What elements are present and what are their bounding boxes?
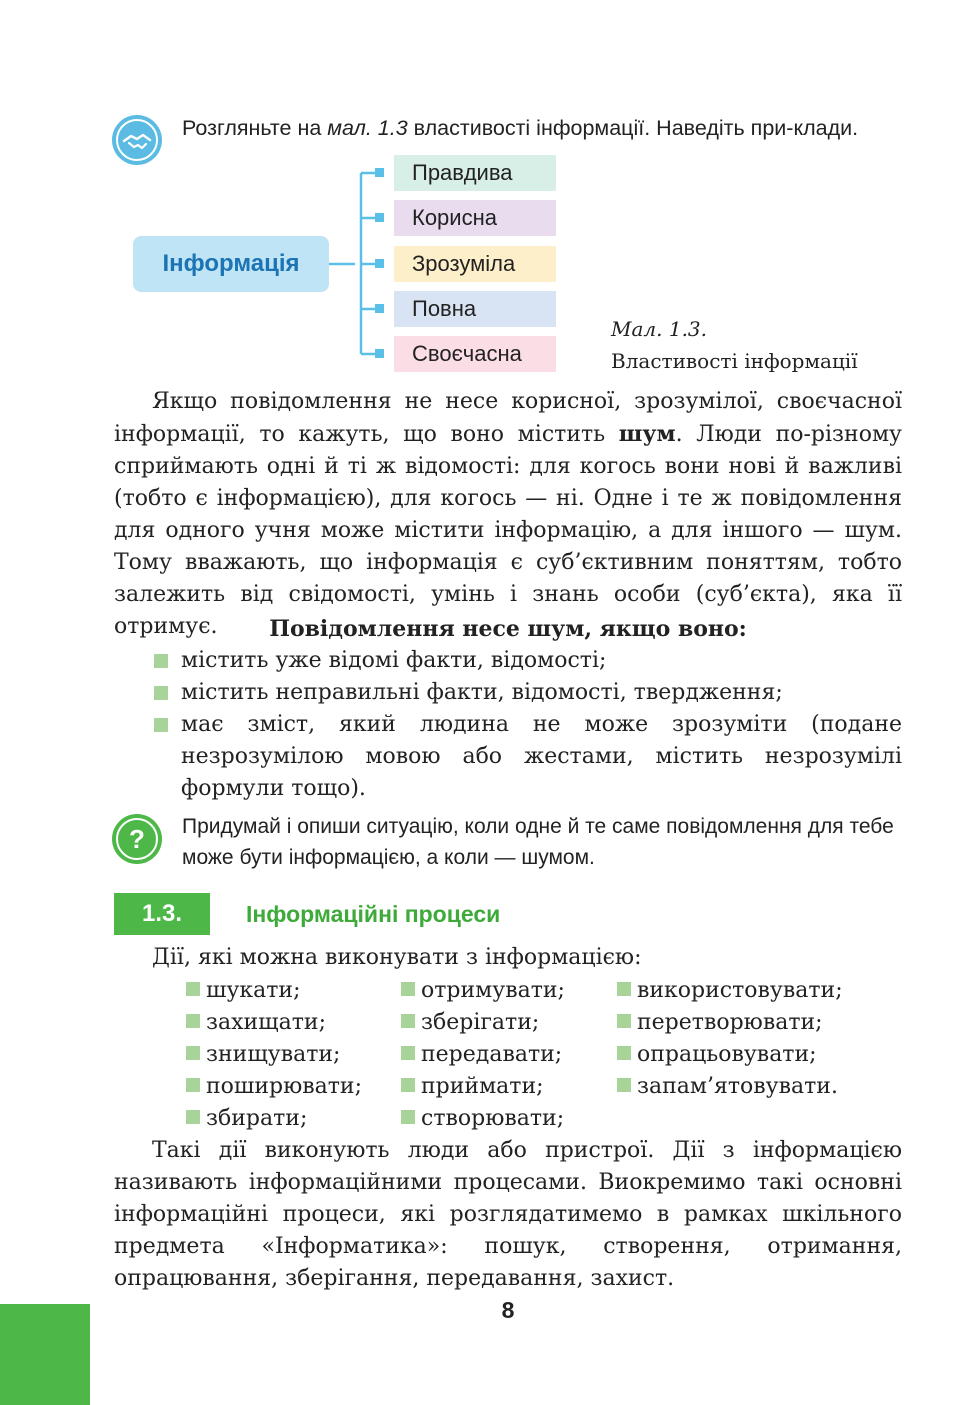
term-noise: шум	[618, 421, 676, 447]
action-label: отримувати;	[421, 978, 565, 1003]
action-item	[186, 975, 362, 1007]
bullet-square	[401, 1110, 415, 1124]
property-box: Корисна	[394, 200, 556, 236]
question-icon	[111, 813, 163, 865]
handshake-icon	[111, 114, 163, 166]
bullet-square	[154, 654, 168, 668]
action-label: приймати;	[421, 1074, 544, 1099]
bullet-square	[186, 1046, 200, 1060]
bullet-square	[186, 1110, 200, 1124]
task-text-part: Розгляньте на	[182, 116, 328, 140]
task-text-part: властивості інформації. Наведіть при-клади.	[407, 116, 859, 140]
action-label: опрацьовувати;	[637, 1042, 817, 1067]
action-item	[186, 1007, 362, 1039]
section-title: Інформаційні процеси	[246, 901, 501, 927]
figure-caption-title: Властивості інформації	[611, 349, 858, 373]
actions-column-1	[186, 975, 362, 1135]
paragraph-text: Якщо повідомлення не несе корисної, зрозумілої, своєчасної інформації, то кажуть, що воно містить	[114, 389, 902, 447]
action-label: створювати;	[421, 1106, 565, 1131]
bullet-square	[186, 1078, 200, 1092]
list-item-text: містить неправильні факти, відомості, твердження;	[181, 680, 783, 705]
action-item	[401, 975, 565, 1007]
actions-column-3	[617, 975, 843, 1103]
action-label: захищати;	[206, 1010, 327, 1035]
action-label: запам’ятовувати.	[637, 1074, 838, 1099]
list-item	[152, 677, 902, 709]
bullet-square	[401, 982, 415, 996]
bullet-square	[617, 1078, 631, 1092]
bullet-square	[401, 1078, 415, 1092]
list-item-text: містить уже відомі факти, відомості;	[181, 648, 607, 673]
action-item	[186, 1039, 362, 1071]
bullet-square	[401, 1014, 415, 1028]
action-item	[186, 1071, 362, 1103]
bullet-square	[186, 1014, 200, 1028]
bullet-square	[401, 1046, 415, 1060]
action-item	[617, 975, 843, 1007]
action-item	[617, 1039, 843, 1071]
action-item	[401, 1071, 565, 1103]
question-text: Придумай і опиши ситуацію, коли одне й те саме повідомлення для тебе може бути інформацією, а коли — шумом.	[182, 815, 894, 869]
list-item	[152, 645, 902, 677]
page-number: 8	[501, 1297, 515, 1323]
bullet-square	[154, 686, 168, 700]
action-label: використовувати;	[637, 978, 843, 1003]
action-item	[617, 1071, 843, 1103]
property-box: Своєчасна	[394, 336, 556, 372]
bullet-square	[617, 982, 631, 996]
noise-list	[152, 645, 902, 805]
action-label: передавати;	[421, 1042, 563, 1067]
actions-intro: Дії, які можна виконувати з інформацією:	[152, 945, 642, 970]
paragraph-text: . Люди по-різному сприймають одні й ті ж відомості: для когось вони нові й важливі (тобто є інформацією), для когось — ні. Одне і те ж повідомлення для одного учня може містити інформацію, а для іншого — шум. Тому вважають, що інформація є суб’єктивним поняттям, тобто залежить від свідомості, умінь і знань особи (суб’єкта), яка її отримує.	[114, 422, 903, 639]
page-edge-strip	[0, 1304, 90, 1405]
action-item	[401, 1007, 565, 1039]
action-item	[401, 1039, 565, 1071]
action-label: збирати;	[206, 1106, 308, 1131]
action-item	[186, 1103, 362, 1135]
noise-heading: Повідомлення несе шум, якщо воно:	[269, 616, 747, 642]
bullet-square	[617, 1014, 631, 1028]
action-label: шукати;	[206, 978, 301, 1003]
actions-column-2	[401, 975, 565, 1135]
action-label: знищувати;	[206, 1042, 341, 1067]
action-label: зберігати;	[421, 1010, 540, 1035]
property-box: Правдива	[394, 155, 556, 191]
action-label: перетворювати;	[637, 1010, 823, 1035]
property-box: Повна	[394, 291, 556, 327]
action-item	[617, 1007, 843, 1039]
task-text	[182, 113, 902, 144]
list-item-text: має зміст, який людина не може зрозуміти (подане незрозумілою мовою або жестами, містить незрозумілі формули тощо).	[181, 712, 902, 801]
figure-caption-number: Мал. 1.3.	[611, 317, 708, 341]
diagram-connector-lines	[329, 160, 399, 370]
figure-reference: мал. 1.3	[327, 116, 408, 140]
bullet-square	[617, 1046, 631, 1060]
bullet-square	[154, 718, 168, 732]
section-number: 1.3.	[114, 893, 210, 935]
action-item	[401, 1103, 565, 1135]
paragraph-text: Такі дії виконують люди або пристрої. Дії з інформацією називають інформаційними процесами. Виокремимо такі основні інформаційні процеси, які розглядатимемо в рамках шкільного предмета «Інформатика»: пошук, створення, отримання, опрацювання, зберігання, передавання, захист.	[114, 1138, 902, 1291]
diagram-root-information: Інформація	[133, 236, 329, 292]
bullet-square	[186, 982, 200, 996]
list-item	[152, 709, 902, 805]
svg-text:?: ?	[129, 824, 145, 854]
property-box: Зрозуміла	[394, 246, 556, 282]
paragraph-processes	[114, 1135, 902, 1295]
action-label: поширювати;	[206, 1074, 363, 1099]
paragraph-noise	[114, 386, 902, 643]
